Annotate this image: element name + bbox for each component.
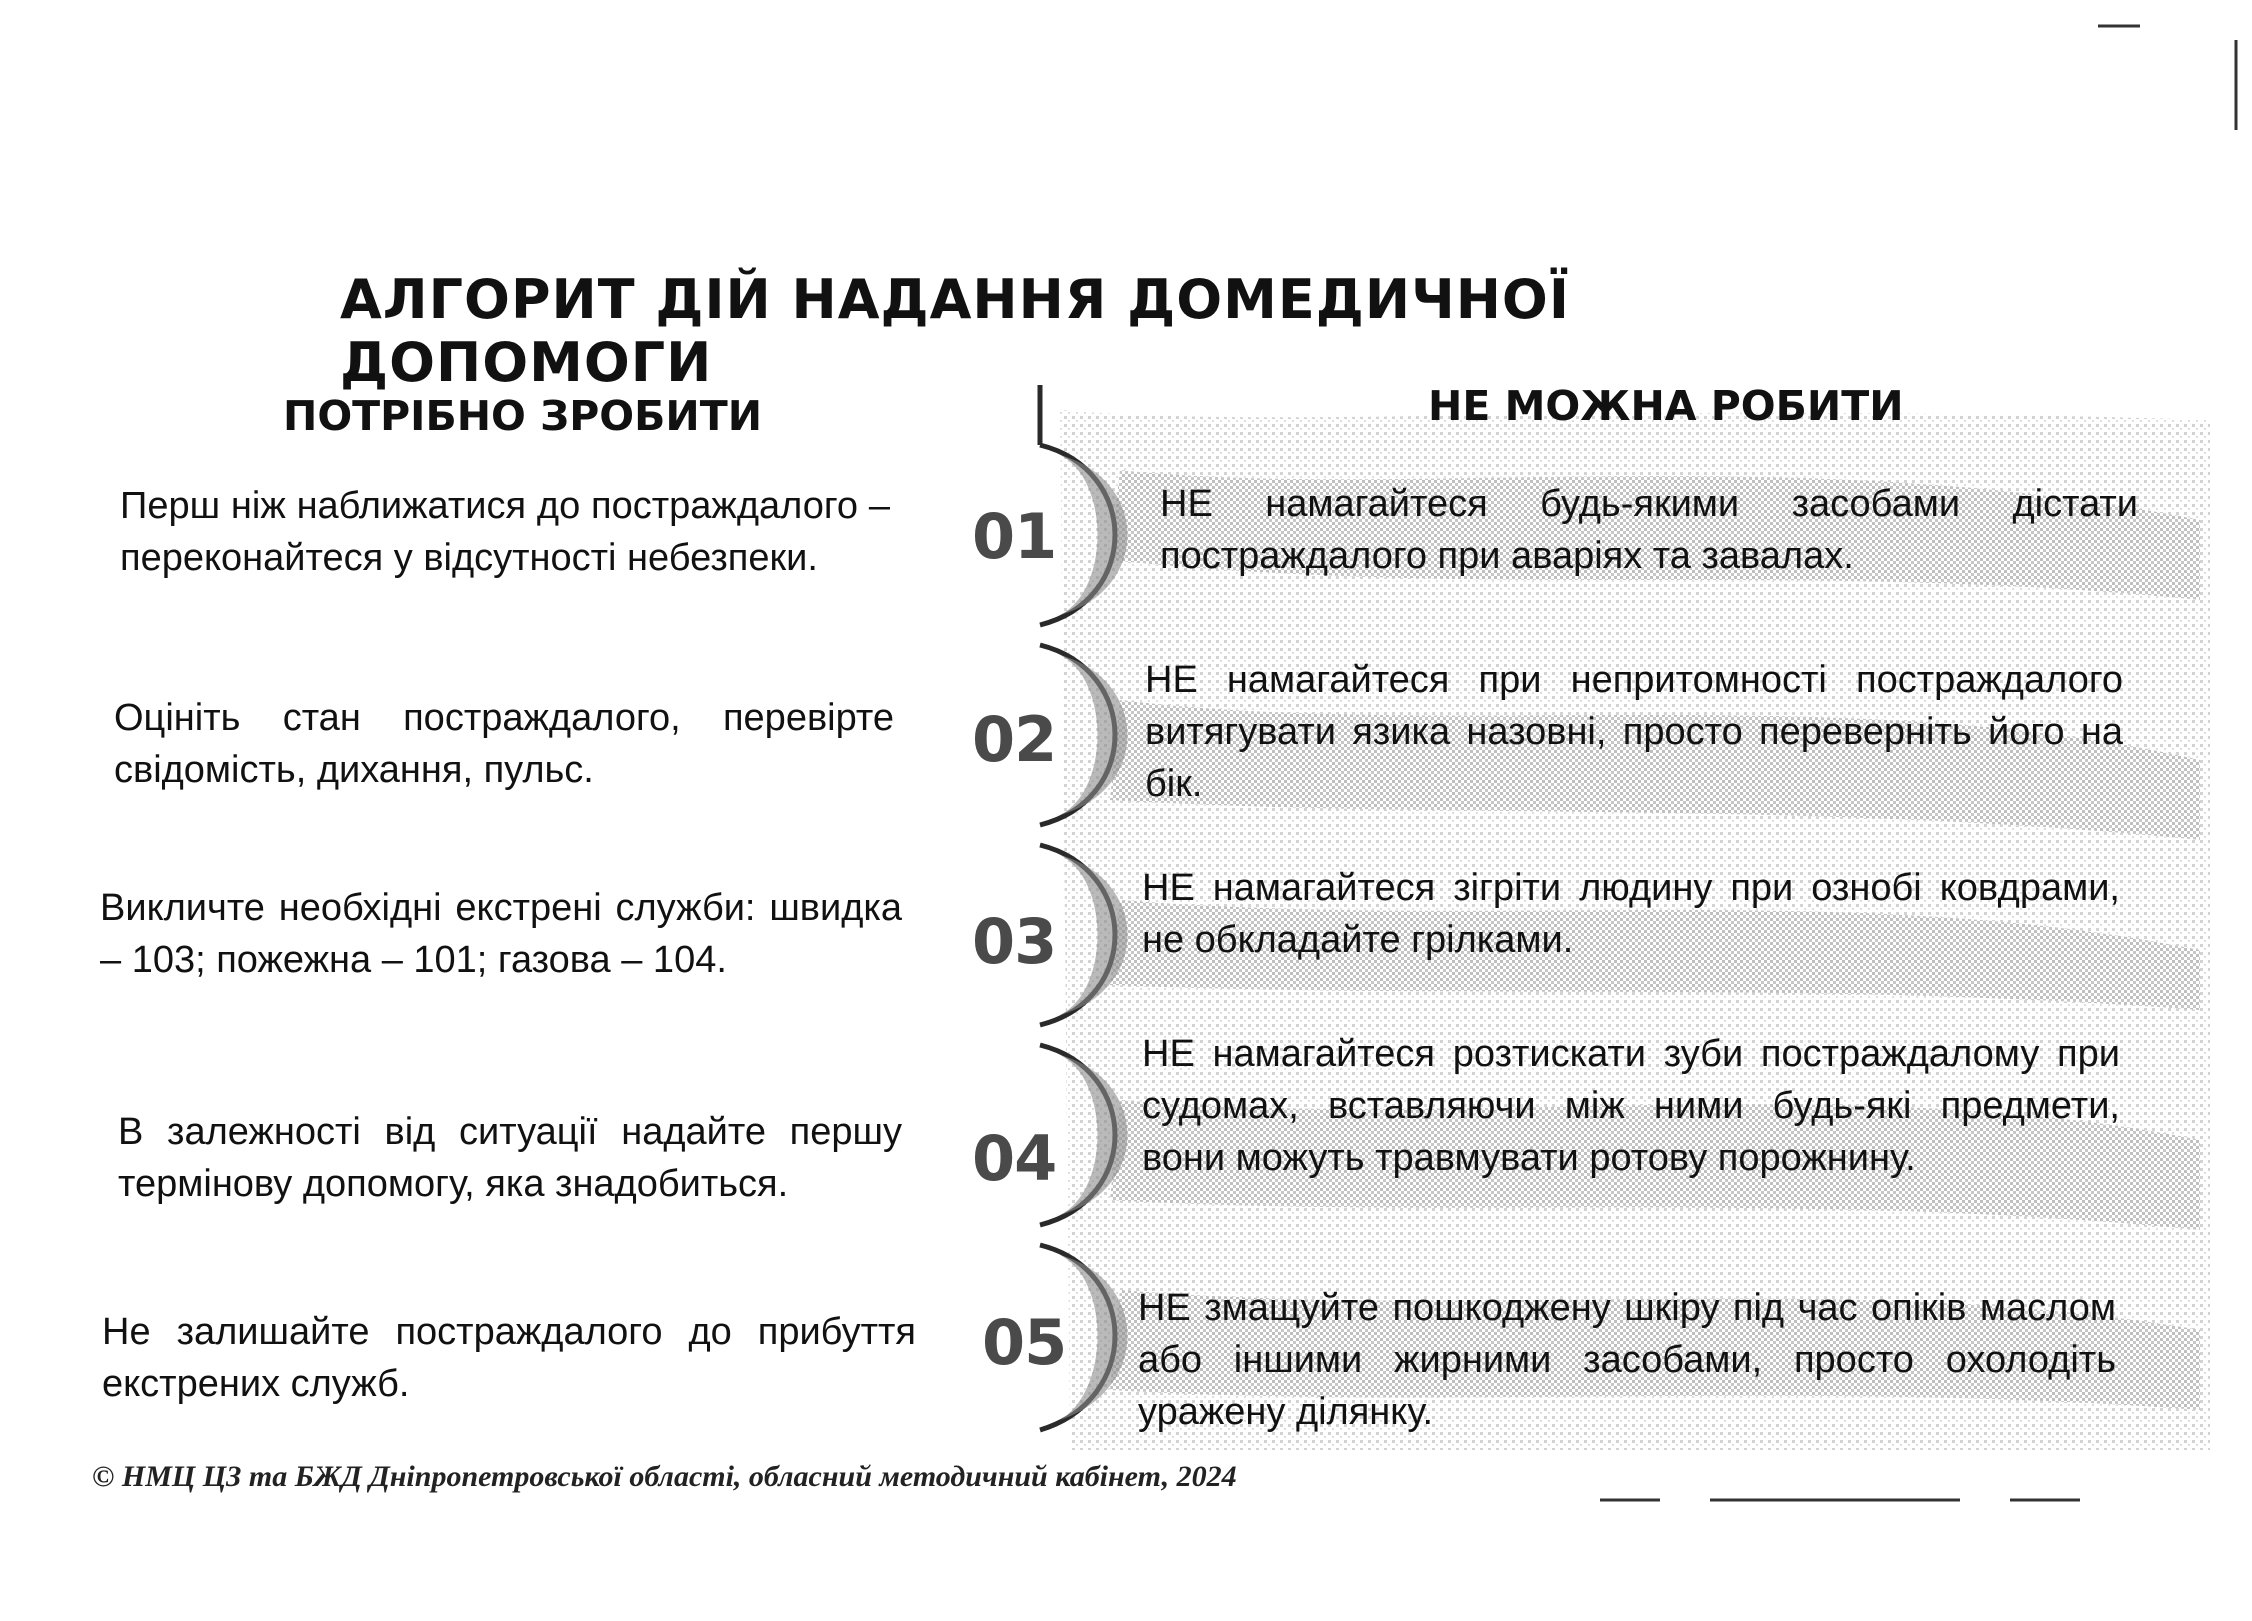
do-item-5: Не залишайте постраждалого до прибуття екстрених служб. xyxy=(102,1311,916,1405)
step-number-02: 02 xyxy=(972,703,1057,776)
dont-item-1: НЕ намагайтеся будь-якими засобами дістати постраждалого при аваріях та завалах. xyxy=(1160,483,2138,577)
step-number-01: 01 xyxy=(972,500,1057,573)
do-item-2: Оцініть стан постраждалого, перевірте свідомість, дихання, пульс. xyxy=(114,697,894,791)
step-number-04: 04 xyxy=(972,1122,1057,1195)
page-title: АЛГОРИТ ДІЙ НАДАННЯ ДОМЕДИЧНОЇ ДОПОМОГИ xyxy=(340,268,1570,394)
do-item-4: В залежності від ситуації надайте першу термінову допомогу, яка знадобиться. xyxy=(118,1111,902,1205)
dont-item-5: НЕ змащуйте пошкоджену шкіру під час опіків маслом або іншими жирними засобами, просто охолодіть уражену ділянку. xyxy=(1138,1287,2116,1433)
right-column-heading: НЕ МОЖНА РОБИТИ xyxy=(1428,382,1904,430)
left-column-heading: ПОТРІБНО ЗРОБИТИ xyxy=(283,392,763,440)
do-item-1: Перш ніж наближатися до постраждалого – переконайтеся у відсутності небезпеки. xyxy=(120,485,890,579)
dont-item-3: НЕ намагайтеся зігріти людину при ознобі ковдрами, не обкладайте грілками. xyxy=(1142,867,2120,961)
copyright-footer: © НМЦ ЦЗ та БЖД Дніпропетровської області, обласний методичний кабінет, 2024 xyxy=(92,1460,1237,1493)
do-item-3: Викличте необхідні екстрені служби: швидка – 103; пожежна – 101; газова – 104. xyxy=(100,887,902,981)
dont-item-4: НЕ намагайтеся розтискати зуби постраждалому при судомах, вставляючи між ними будь-які предмети, вони можуть травмувати ротову порожнину. xyxy=(1142,1033,2120,1179)
dont-item-2: НЕ намагайтеся при непритомності постраждалого витягувати язика назовні, просто переверніть його на бік. xyxy=(1145,659,2123,805)
step-number-05: 05 xyxy=(982,1306,1067,1379)
step-number-03: 03 xyxy=(972,905,1057,978)
